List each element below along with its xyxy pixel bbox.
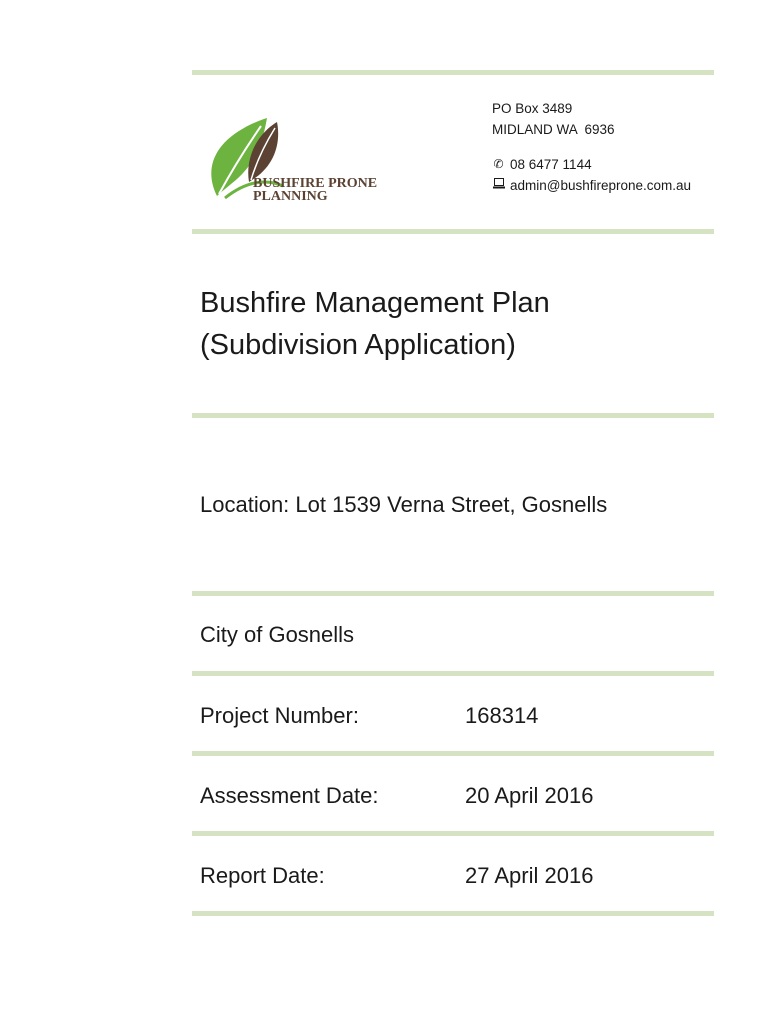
postal-city: MIDLAND WA 6936 <box>492 122 615 137</box>
project-number-label: Project Number: <box>200 703 359 728</box>
report-date-label: Report Date: <box>200 863 325 888</box>
phone-row <box>492 154 691 175</box>
logo-text-line2: PLANNING <box>253 189 328 204</box>
po-box: PO Box 3489 <box>492 101 573 116</box>
project-number-value: 168314 <box>465 703 539 728</box>
title-line-2: (Subdivision Application) <box>200 329 516 361</box>
council-divider <box>192 671 714 676</box>
contact-block <box>492 98 691 196</box>
bottom-divider <box>192 911 714 916</box>
email-address: admin@bushfireprone.com.au <box>510 178 692 193</box>
report-date-value: 27 April 2016 <box>465 863 594 888</box>
location-divider <box>192 591 714 596</box>
council-name: City of Gosnells <box>200 622 355 647</box>
top-divider <box>192 70 714 75</box>
company-logo <box>205 112 385 208</box>
leaf-logo-icon <box>205 112 385 208</box>
assessment-date-label: Assessment Date: <box>200 783 379 808</box>
document-title <box>200 282 550 366</box>
project-divider <box>192 751 714 756</box>
header-divider <box>192 229 714 234</box>
computer-icon <box>492 175 505 196</box>
title-divider <box>192 413 714 418</box>
logo-text-line1: BUSHFIRE PRONE <box>253 176 378 191</box>
phone-number: 08 6477 1144 <box>510 157 592 172</box>
title-line-1: Bushfire Management Plan <box>200 287 550 319</box>
email-row <box>492 175 691 196</box>
location-text: Location: Lot 1539 Verna Street, Gosnells <box>200 492 608 517</box>
phone-icon: ✆ <box>493 157 504 171</box>
assessment-date-value: 20 April 2016 <box>465 783 594 808</box>
assessment-divider <box>192 831 714 836</box>
